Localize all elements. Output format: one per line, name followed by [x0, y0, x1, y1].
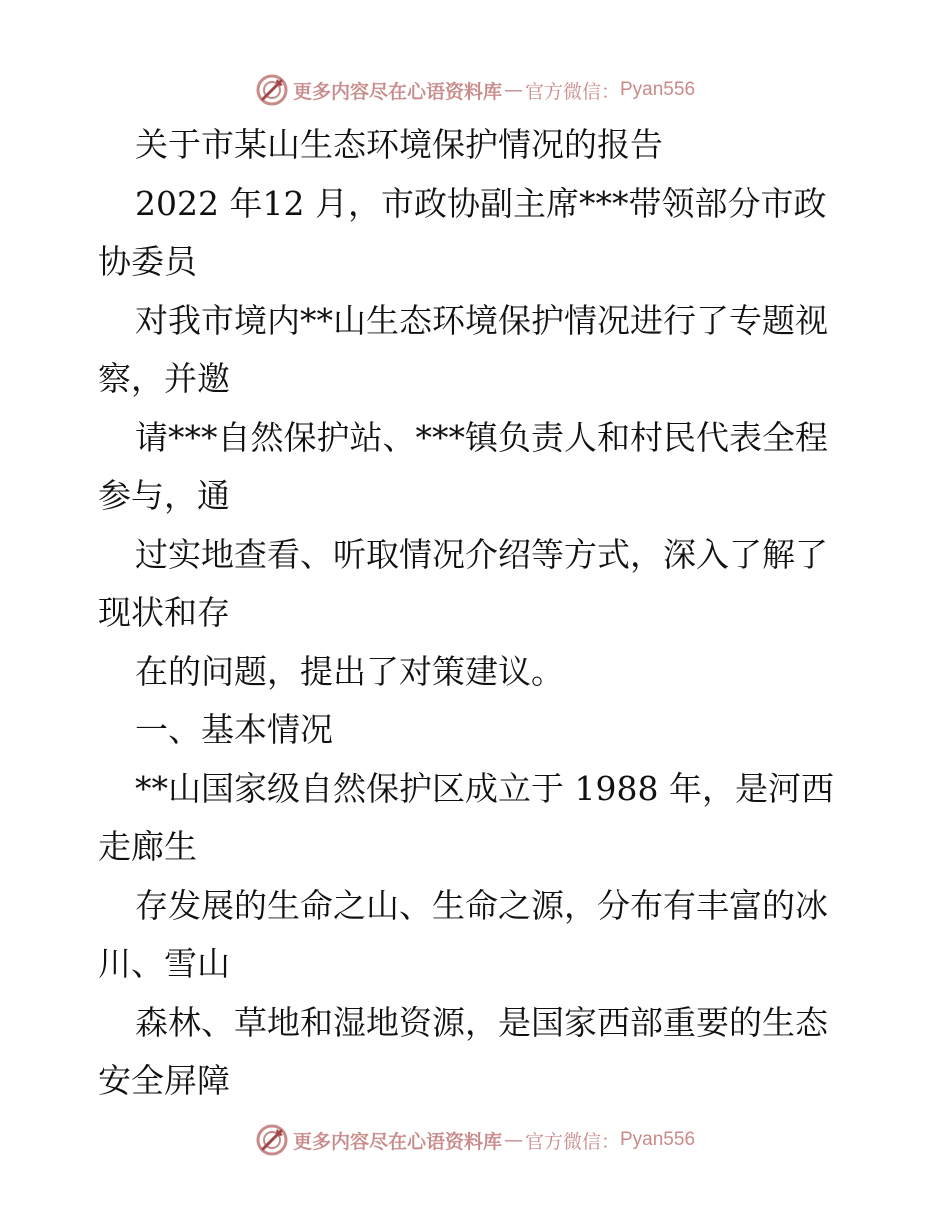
paragraph-line: 请***自然保护站、***镇负责人和村民代表全程: [135, 417, 828, 457]
paragraph-line: 协委员: [98, 242, 197, 281]
banner-title: 更多内容尽在心语资料库: [292, 1130, 502, 1153]
paragraph-line: 存发展的生命之山、生命之源，分布有丰富的冰: [135, 885, 828, 925]
paragraph-line: 过实地查看、听取情况介绍等方式，深入了解了: [135, 534, 828, 574]
logo-icon: [255, 1123, 289, 1157]
document-body: [98, 116, 858, 1111]
footer-banner: [0, 1120, 950, 1160]
paragraph-line: 在的问题，提出了对策建议。: [135, 651, 564, 691]
paragraph-line: 对我市境内**山生态环境保护情况进行了专题视: [135, 300, 828, 340]
banner-title: 更多内容尽在心语资料库: [292, 80, 502, 103]
banner-contact-label: 官方微信：: [524, 1130, 620, 1153]
banner-contact-id: Pyan556: [620, 79, 696, 100]
document-title: 关于市某山生态环境保护情况的报告: [135, 125, 663, 164]
banner-contact-id: Pyan556: [620, 1129, 696, 1150]
logo-icon: [255, 73, 289, 107]
paragraph-line: 安全屏障: [98, 1061, 230, 1100]
paragraph-line: 走廊生: [98, 827, 197, 866]
section-heading: 一、基本情况: [135, 710, 333, 749]
paragraph-line: 察，并邀: [98, 359, 230, 398]
banner-dash: —: [503, 79, 523, 101]
paragraph-line: 参与，通: [98, 476, 230, 515]
banner-contact-label: 官方微信：: [524, 80, 620, 103]
paragraph-line: 森林、草地和湿地资源，是国家西部重要的生态: [135, 1002, 828, 1042]
paragraph-line: 川、雪山: [98, 944, 230, 983]
paragraph-line: **山国家级自然保护区成立于 1988 年，是河西: [135, 768, 834, 808]
paragraph-line: 2022 年12 月，市政协副主席***带领部分市政: [135, 183, 827, 223]
header-banner: [0, 70, 950, 110]
banner-dash: —: [503, 1129, 523, 1151]
paragraph-line: 现状和存: [98, 593, 230, 632]
